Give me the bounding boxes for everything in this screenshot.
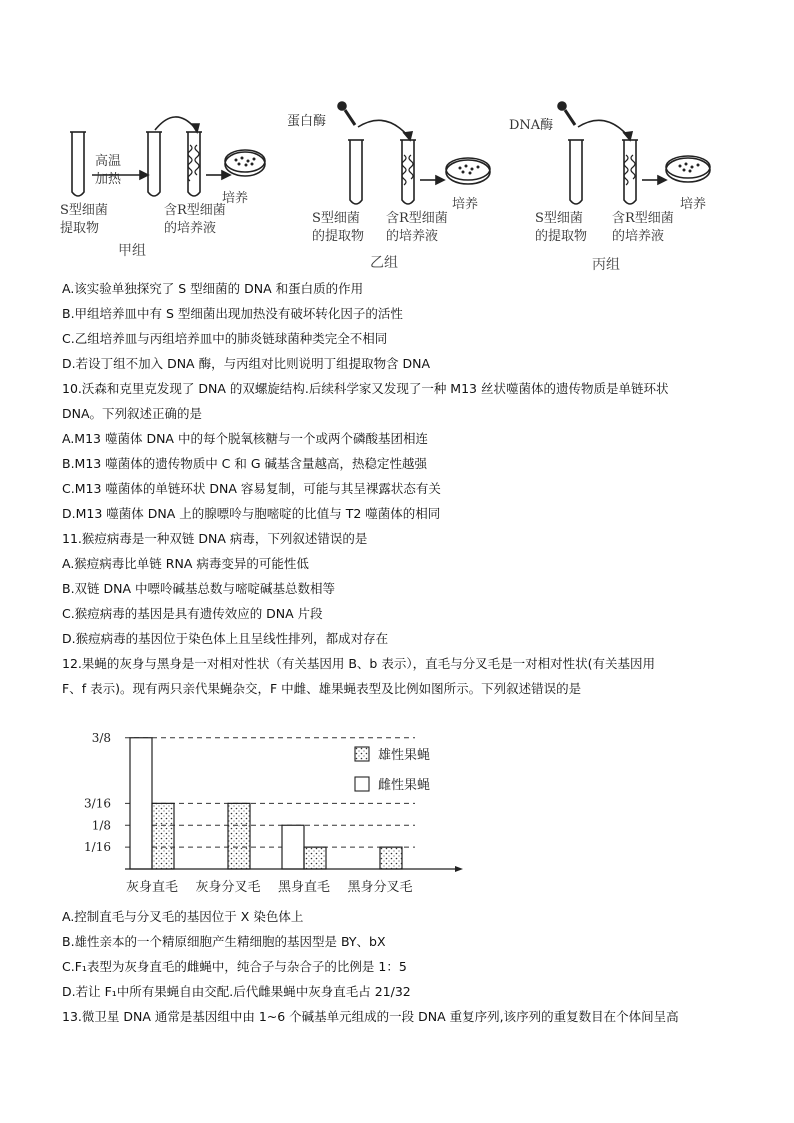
- questions-block: [62, 276, 742, 701]
- q12-option-b: B.雄性亲本的一个精原细胞产生精细胞的基因型是 BY、bX: [62, 934, 386, 949]
- dnase-label: DNA酶: [509, 118, 554, 133]
- chart-categories: [126, 879, 413, 895]
- bing-left-tube-label: S型细菌 的提取物: [535, 211, 588, 244]
- group-bing-diagram: [558, 102, 710, 204]
- bar-male-0: [152, 803, 174, 869]
- yi-dish-label: 培养: [452, 197, 479, 212]
- legend-swatch: [355, 747, 369, 761]
- jia-left-tube-label-line1: S型细菌: [60, 203, 108, 218]
- q12-option-c: C.F₁表型为灰身直毛的雌蝇中，纯合子与杂合子的比例是 1：5: [62, 959, 407, 974]
- y-tick-label: 1/16: [84, 840, 111, 855]
- q9-option-b: B.甲组培养皿中有 S 型细菌出现加热没有破坏转化因子的活性: [62, 306, 403, 321]
- bar-male-2: [304, 847, 326, 869]
- bar-female-0: [130, 738, 152, 869]
- q12-stem-line1: 12.果蝇的灰身与黑身是一对相对性状（有关基因用 B、b 表示），直毛与分叉毛是一对相对性状(有关基因用: [62, 656, 655, 671]
- category-label: 黑身直毛: [277, 880, 331, 895]
- q10-option-a: A.M13 噬菌体 DNA 中的每个脱氧核糖与一个或两个磷酸基团相连: [62, 431, 428, 446]
- q11-option-d: D.猴痘病毒的基因位于染色体上且呈线性排列，都成对存在: [62, 631, 389, 646]
- yi-left-tube-label: S型细菌 的提取物: [312, 211, 365, 244]
- yi-right-tube-label: 含R型细菌 的培养液: [386, 211, 448, 244]
- q12-stem-line2: F、f 表示)。现有两只亲代果蝇杂交，F 中雌、雄果蝇表型及比例如图所示。下列叙述错误的是: [62, 681, 582, 696]
- group-bing-name: 丙组: [592, 257, 620, 273]
- bar-female-2: [282, 825, 304, 869]
- bing-dish-label: 培养: [680, 197, 707, 212]
- q10-option-d: D.M13 噬菌体 DNA 上的腺嘌呤与胞嘧啶的比值与 T2 噬菌体的相同: [62, 506, 441, 521]
- q11-option-c: C.猴痘病毒的基因是具有遗传效应的 DNA 片段: [62, 606, 323, 621]
- category-label: 灰身直毛: [125, 880, 179, 895]
- colonies-jia: [235, 157, 256, 167]
- protease-label: 蛋白酶: [287, 114, 327, 129]
- q10-stem-line1: 10.沃森和克里克发现了 DNA 的双螺旋结构.后续科学家又发现了一种 M13 丝状噬菌体的遗传物质是单链环状: [62, 381, 669, 396]
- jia-left-tube-label-line2: 提取物: [60, 221, 100, 236]
- q12-option-d: D.若让 F₁中所有果蝇自由交配.后代雌果蝇中灰身直毛占 21/32: [62, 984, 411, 999]
- q10-stem-line2: DNA。下列叙述正确的是: [62, 406, 203, 421]
- category-label: 灰身分叉毛: [195, 880, 261, 895]
- y-tick-label: 3/8: [91, 730, 111, 745]
- q11-option-a: A.猴痘病毒比单链 RNA 病毒变异的可能性低: [62, 556, 309, 571]
- jia-right-tube-label: 含R型细菌 的培养液: [164, 203, 226, 236]
- q9-option-c: C.乙组培养皿与丙组培养皿中的肺炎链球菌种类完全不相同: [62, 331, 388, 346]
- legend-swatch: [355, 777, 369, 791]
- q10-option-b: B.M13 噬菌体的遗传物质中 C 和 G 碱基含量越高，热稳定性越强: [62, 456, 428, 471]
- legend-label: 雌性果蝇: [378, 778, 431, 793]
- chart-ticks: [84, 731, 111, 854]
- colonies-yi: [459, 165, 480, 175]
- y-tick-label: 3/16: [84, 796, 111, 811]
- group-yi-name: 乙组: [370, 255, 398, 271]
- chart-legend: [355, 747, 430, 793]
- group-jia-name: 甲组: [118, 243, 146, 259]
- q9-option-d: D.若设丁组不加入 DNA 酶，与丙组对比则说明丁组提取物含 DNA: [62, 356, 431, 371]
- q10-option-c: C.M13 噬菌体的单链环状 DNA 容易复制，可能与其呈裸露状态有关: [62, 481, 441, 496]
- y-tick-label: 1/8: [91, 818, 111, 833]
- heat-label-2: 加热: [95, 172, 122, 187]
- x-axis-arrow: [455, 866, 463, 872]
- group-yi-diagram: [338, 102, 490, 204]
- category-label: 黑身分叉毛: [347, 880, 413, 895]
- legend-label: 雄性果蝇: [378, 748, 431, 763]
- q12-option-a: A.控制直毛与分叉毛的基因位于 X 染色体上: [62, 909, 304, 924]
- jia-dish-label: 培养: [222, 191, 249, 206]
- questions-block-2: [62, 904, 742, 1029]
- bar-male-3: [380, 847, 402, 869]
- phenotype-ratio-chart: [70, 712, 470, 897]
- bing-right-tube-label: 含R型细菌 的培养液: [612, 211, 674, 244]
- q11-option-b: B.双链 DNA 中嘌呤碱基总数与嘧啶碱基总数相等: [62, 581, 336, 596]
- jia-left-tube-label: [60, 202, 120, 238]
- heat-label-1: 高温: [95, 154, 122, 169]
- bar-male-1: [228, 803, 250, 869]
- q11-stem: 11.猴痘病毒是一种双链 DNA 病毒，下列叙述错误的是: [62, 531, 368, 546]
- q13-stem-line1: 13.微卫星 DNA 通常是基因组中由 1~6 个碱基单元组成的一段 DNA 重复序列,该序列的重复数目在个体间呈高: [62, 1009, 679, 1024]
- colonies-bing: [679, 163, 700, 173]
- q9-option-a: A.该实验单独探究了 S 型细菌的 DNA 和蛋白质的作用: [62, 281, 364, 296]
